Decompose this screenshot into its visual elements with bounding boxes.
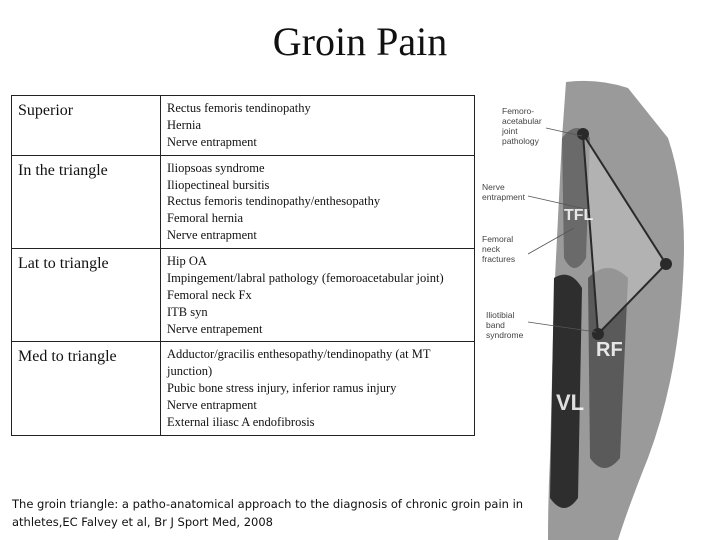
nerve-label: Nerve entrapment bbox=[482, 182, 525, 202]
region-cell: Med to triangle bbox=[12, 342, 161, 435]
findings-cell bbox=[161, 342, 475, 435]
region-cell: Lat to triangle bbox=[12, 249, 161, 342]
finding-item: Hernia bbox=[167, 117, 202, 132]
femoral-neck-label: Femoral neck fractures bbox=[482, 234, 516, 264]
finding-item: Impingement/labral pathology (femoroacetabular joint) bbox=[167, 270, 444, 285]
findings-cell bbox=[161, 96, 475, 156]
triangle-vertex bbox=[660, 258, 672, 270]
finding-item: Nerve entrapment bbox=[167, 134, 257, 149]
findings-cell bbox=[161, 155, 475, 248]
fa-joint-label: Femoro- acetabular joint pathology bbox=[502, 106, 542, 146]
table-row bbox=[12, 342, 475, 435]
region-cell: In the triangle bbox=[12, 155, 161, 248]
finding-item: Nerve entrapment bbox=[167, 398, 257, 412]
thigh-anatomy-figure bbox=[478, 78, 720, 540]
rf-label: RF bbox=[596, 339, 623, 361]
finding-item: Rectus femoris tendinopathy/enthesopathy bbox=[167, 194, 381, 209]
triangle-vertex bbox=[577, 128, 589, 140]
finding-item: Rectus femoris tendinopathy bbox=[167, 101, 311, 115]
finding-item: Nerve entrapment bbox=[167, 228, 257, 243]
itb-label: Iliotibial band syndrome bbox=[486, 310, 524, 340]
finding-item: Femoral hernia bbox=[167, 211, 244, 226]
region-cell: Superior bbox=[12, 96, 161, 156]
finding-item: External iliasc A endofibrosis bbox=[167, 414, 315, 429]
table-row bbox=[12, 155, 475, 248]
finding-item: Iliopsoas syndrome bbox=[167, 160, 265, 175]
findings-cell bbox=[161, 249, 475, 342]
finding-item: Femoral neck Fx bbox=[167, 287, 252, 302]
tfl-label: TFL bbox=[564, 207, 594, 224]
finding-item: Pubic bone stress injury, inferior ramus injury bbox=[167, 381, 397, 396]
finding-item: Nerve entrapement bbox=[167, 321, 263, 336]
finding-item: Hip OA bbox=[167, 254, 207, 268]
slide-title: Groin Pain bbox=[272, 19, 448, 64]
groin-pain-table bbox=[11, 95, 475, 436]
finding-item: ITB syn bbox=[167, 304, 208, 319]
citation-text: The groin triangle: a patho-anatomical approach to the diagnosis of chronic groin pain in athletes,EC Falvey et al, Br J Sport Med, 2008 bbox=[12, 497, 524, 529]
finding-item: Iliopectineal bursitis bbox=[167, 177, 270, 192]
finding-item: Adductor/gracilis enthesopathy/tendinopathy (at MT junction) bbox=[167, 347, 431, 379]
table-row bbox=[12, 96, 475, 156]
vl-label: VL bbox=[556, 390, 585, 415]
table-row bbox=[12, 249, 475, 342]
